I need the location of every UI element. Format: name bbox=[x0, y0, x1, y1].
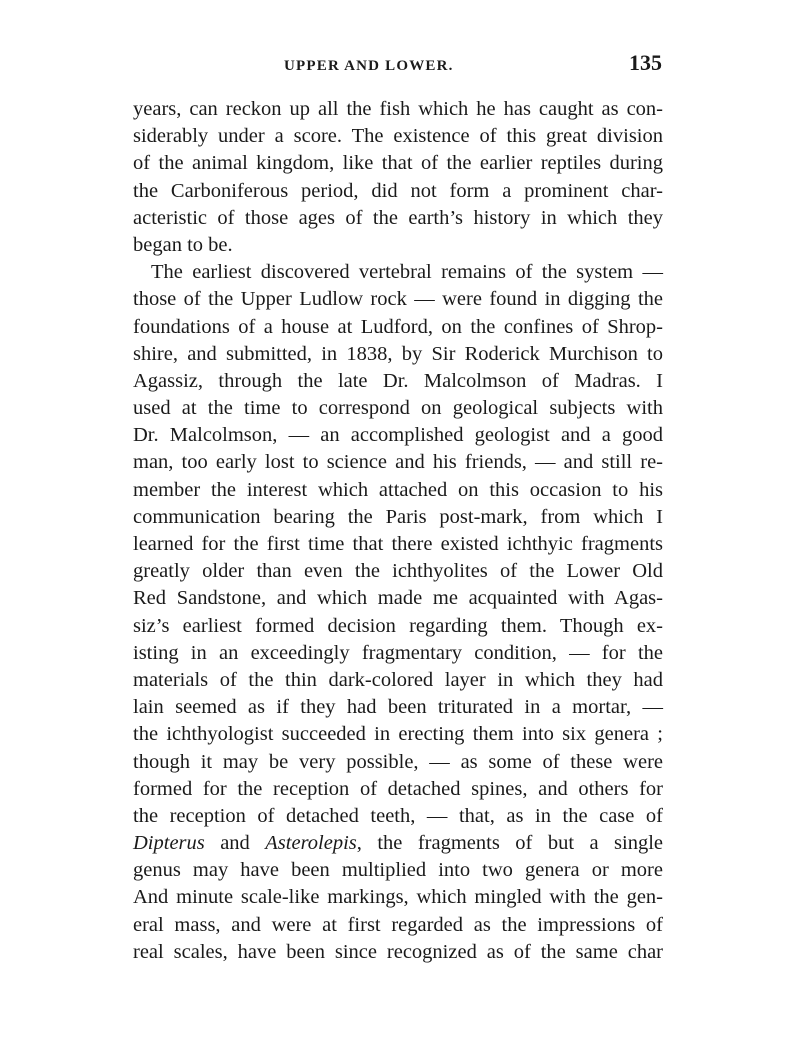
running-title: UPPER AND LOWER. bbox=[284, 58, 454, 74]
paragraph-start-line: The earliest discovered vertebral remains of the system — bbox=[151, 261, 663, 284]
text-fragment: , the fragments of but a single bbox=[356, 832, 663, 855]
text-line: acteristic of those ages of the earth’s history in which they bbox=[133, 206, 663, 229]
text-line: those of the Upper Ludlow rock — were found in digging the bbox=[133, 288, 663, 311]
text-line: materials of the thin dark-colored layer in which they had bbox=[133, 668, 663, 691]
text-line: years, can reckon up all the fish which he has caught as con- bbox=[133, 98, 663, 120]
text-line: siderably under a score. The existence of this great division bbox=[133, 125, 663, 148]
body-text bbox=[133, 96, 663, 966]
text-line: lain seemed as if they had been triturated in a mortar, — bbox=[133, 696, 663, 719]
text-line: the reception of detached teeth, — that, as in the case of bbox=[133, 804, 663, 827]
text-line: shire, and submitted, in 1838, by Sir Roderick Murchison to bbox=[133, 342, 663, 365]
text-line-with-italics bbox=[133, 830, 663, 857]
text-line: the Carboniferous period, did not form a prominent char- bbox=[133, 179, 663, 202]
text-line: Agassiz, through the late Dr. Malcolmson of Madras. I bbox=[133, 369, 663, 392]
page-number: 135 bbox=[629, 50, 662, 75]
text-line: formed for the reception of detached spines, and others for bbox=[133, 777, 663, 800]
text-line: Red Sandstone, and which made me acquainted with Agas- bbox=[133, 587, 663, 610]
text-line: of the animal kingdom, like that of the earlier reptiles during bbox=[133, 152, 663, 175]
italic-genus-asterolepis: Asterolepis bbox=[265, 832, 357, 855]
text-line: used at the time to correspond on geological subjects with bbox=[133, 397, 663, 420]
text-line: though it may be very possible, — as some of these were bbox=[133, 750, 663, 773]
text-line: foundations of a house at Ludford, on the confines of Shrop- bbox=[133, 315, 663, 338]
text-line: man, too early lost to science and his friends, — and still re- bbox=[133, 451, 663, 474]
text-fragment: and bbox=[204, 832, 266, 855]
text-line: genus may have been multiplied into two genera or more bbox=[133, 859, 663, 882]
text-line: learned for the first time that there existed ichthyic fragments bbox=[133, 533, 663, 555]
text-line: began to be. bbox=[133, 233, 233, 256]
text-line: And minute scale-like markings, which mingled with the gen- bbox=[133, 886, 663, 909]
text-line: the ichthyologist succeeded in erecting them into six genera ; bbox=[133, 723, 663, 746]
text-line: real scales, have been since recognized as of the same char bbox=[133, 940, 663, 963]
text-line: member the interest which attached on this occasion to his bbox=[133, 478, 663, 501]
text-line: Dr. Malcolmson, — an accomplished geologist and a good bbox=[133, 424, 663, 447]
text-line: eral mass, and were at first regarded as the impressions of bbox=[133, 913, 663, 936]
text-line: communication bearing the Paris post-mark, from which I bbox=[133, 505, 663, 528]
text-line: greatly older than even the ichthyolites of the Lower Old bbox=[133, 560, 663, 583]
text-line: isting in an exceedingly fragmentary condition, — for the bbox=[133, 641, 663, 664]
text-line: siz’s earliest formed decision regarding them. Though ex- bbox=[133, 614, 663, 637]
running-head bbox=[132, 50, 662, 80]
italic-genus-dipterus: Dipterus bbox=[133, 832, 205, 855]
